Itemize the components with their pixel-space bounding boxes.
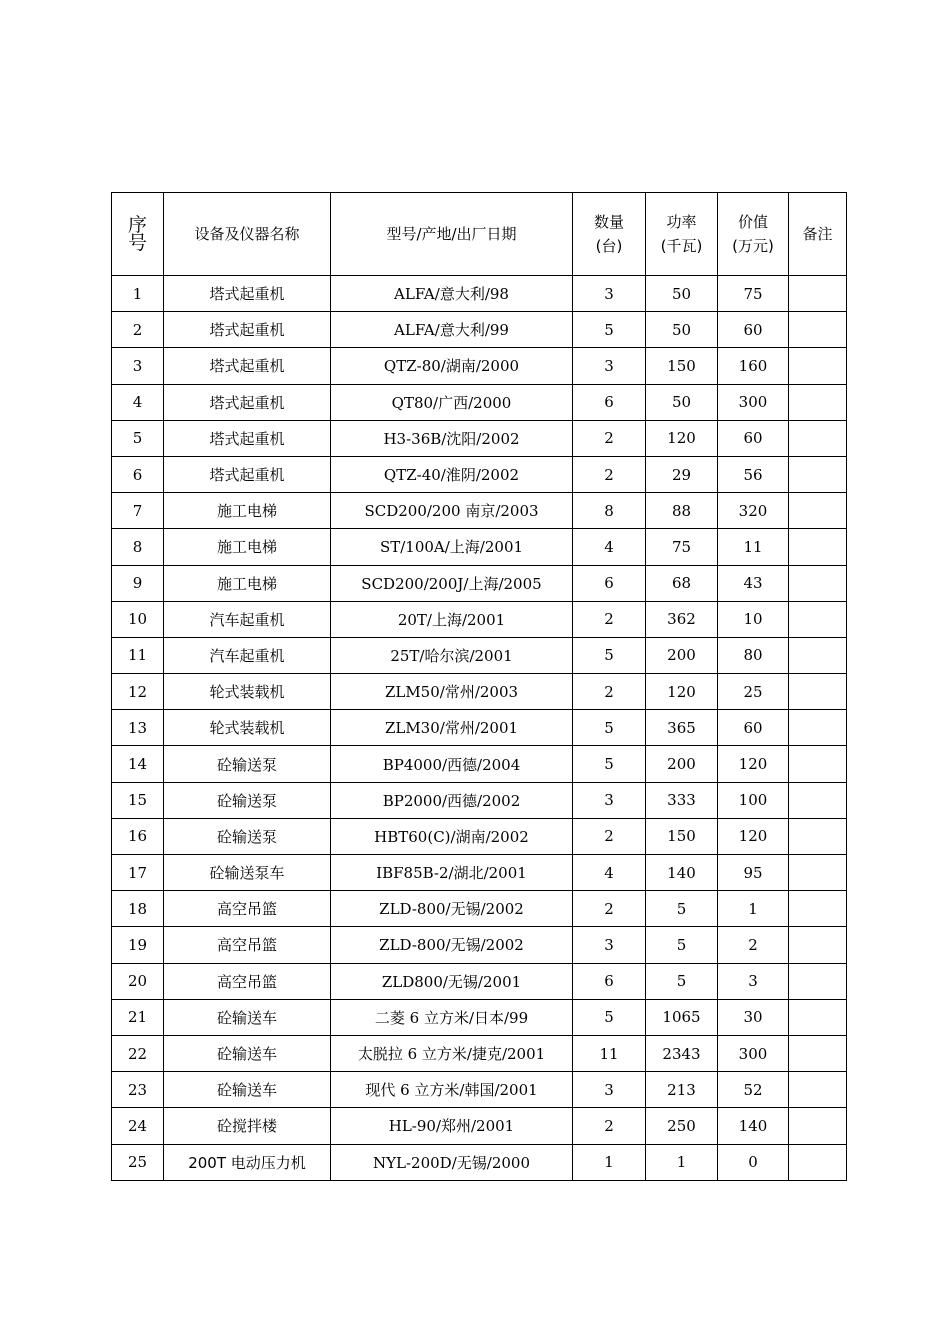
table-row (112, 1072, 847, 1108)
cell-name: 施工电梯 (164, 493, 331, 529)
cell-name: 砼输送泵 (164, 782, 331, 818)
header-value-line1: 价值 (737, 213, 768, 231)
cell-power: 362 (646, 601, 718, 637)
table-row (112, 1144, 847, 1180)
cell-qty: 5 (573, 312, 646, 348)
table-row (112, 529, 847, 565)
cell-qty: 4 (573, 855, 646, 891)
cell-seq: 8 (112, 529, 164, 565)
cell-model: ALFA/意大利/99 (331, 312, 573, 348)
cell-remark (789, 493, 847, 529)
table-body (112, 276, 847, 1181)
cell-seq: 15 (112, 782, 164, 818)
cell-remark (789, 963, 847, 999)
cell-seq: 5 (112, 420, 164, 456)
cell-model: BP2000/西德/2002 (331, 782, 573, 818)
cell-qty: 2 (573, 818, 646, 854)
cell-power: 150 (646, 818, 718, 854)
cell-power: 68 (646, 565, 718, 601)
cell-name: 塔式起重机 (164, 384, 331, 420)
table-row (112, 999, 847, 1035)
cell-power: 5 (646, 927, 718, 963)
cell-value: 60 (718, 420, 789, 456)
cell-qty: 8 (573, 493, 646, 529)
cell-power: 29 (646, 456, 718, 492)
cell-name: 塔式起重机 (164, 456, 331, 492)
cell-seq: 22 (112, 1035, 164, 1071)
cell-remark (789, 1108, 847, 1144)
table-row (112, 710, 847, 746)
cell-qty: 4 (573, 529, 646, 565)
cell-power: 365 (646, 710, 718, 746)
cell-qty: 6 (573, 565, 646, 601)
header-power-line2: (千瓦) (660, 237, 703, 255)
cell-seq: 10 (112, 601, 164, 637)
header-seq (112, 193, 164, 276)
cell-model: HL-90/郑州/2001 (331, 1108, 573, 1144)
cell-name: 塔式起重机 (164, 312, 331, 348)
table-row (112, 746, 847, 782)
cell-qty: 5 (573, 999, 646, 1035)
cell-remark (789, 348, 847, 384)
cell-value: 2 (718, 927, 789, 963)
table-row (112, 1035, 847, 1071)
cell-qty: 2 (573, 891, 646, 927)
cell-qty: 3 (573, 348, 646, 384)
cell-value: 10 (718, 601, 789, 637)
cell-name: 砼输送车 (164, 999, 331, 1035)
header-model: 型号/产地/出厂日期 (331, 193, 573, 276)
cell-name: 汽车起重机 (164, 601, 331, 637)
cell-value: 60 (718, 312, 789, 348)
cell-qty: 3 (573, 782, 646, 818)
cell-name: 砼输送车 (164, 1072, 331, 1108)
cell-seq: 9 (112, 565, 164, 601)
cell-remark (789, 420, 847, 456)
cell-remark (789, 1072, 847, 1108)
header-seq-line1: 序 (127, 214, 147, 236)
cell-seq: 6 (112, 456, 164, 492)
cell-seq: 17 (112, 855, 164, 891)
cell-power: 2343 (646, 1035, 718, 1071)
cell-power: 140 (646, 855, 718, 891)
cell-remark (789, 782, 847, 818)
cell-power: 1065 (646, 999, 718, 1035)
cell-name: 砼输送车 (164, 1035, 331, 1071)
cell-seq: 12 (112, 674, 164, 710)
table-row (112, 312, 847, 348)
cell-power: 50 (646, 312, 718, 348)
cell-model: SCD200/200 南京/2003 (331, 493, 573, 529)
cell-remark (789, 710, 847, 746)
cell-model: HBT60(C)/湖南/2002 (331, 818, 573, 854)
cell-power: 75 (646, 529, 718, 565)
cell-value: 300 (718, 1035, 789, 1071)
cell-remark (789, 1035, 847, 1071)
cell-model: ST/100A/上海/2001 (331, 529, 573, 565)
cell-value: 3 (718, 963, 789, 999)
cell-model: 二菱 6 立方米/日本/99 (331, 999, 573, 1035)
cell-seq: 20 (112, 963, 164, 999)
cell-seq: 24 (112, 1108, 164, 1144)
cell-seq: 21 (112, 999, 164, 1035)
cell-value: 43 (718, 565, 789, 601)
cell-power: 120 (646, 420, 718, 456)
cell-seq: 2 (112, 312, 164, 348)
cell-value: 75 (718, 276, 789, 312)
header-seq-line2: 号 (127, 232, 147, 254)
cell-name: 塔式起重机 (164, 348, 331, 384)
table-row (112, 1108, 847, 1144)
table-row (112, 891, 847, 927)
table-row (112, 927, 847, 963)
cell-model: 现代 6 立方米/韩国/2001 (331, 1072, 573, 1108)
cell-power: 5 (646, 891, 718, 927)
cell-seq: 23 (112, 1072, 164, 1108)
cell-remark (789, 529, 847, 565)
cell-model: IBF85B-2/湖北/2001 (331, 855, 573, 891)
cell-model: ZLM30/常州/2001 (331, 710, 573, 746)
cell-name: 高空吊篮 (164, 963, 331, 999)
cell-qty: 6 (573, 963, 646, 999)
cell-value: 120 (718, 818, 789, 854)
cell-qty: 2 (573, 456, 646, 492)
cell-remark (789, 276, 847, 312)
cell-value: 100 (718, 782, 789, 818)
cell-power: 213 (646, 1072, 718, 1108)
header-power (646, 193, 718, 276)
cell-model: NYL-200D/无锡/2000 (331, 1144, 573, 1180)
cell-value: 25 (718, 674, 789, 710)
table-row (112, 818, 847, 854)
cell-remark (789, 384, 847, 420)
cell-value: 56 (718, 456, 789, 492)
header-row (112, 193, 847, 276)
cell-power: 1 (646, 1144, 718, 1180)
cell-name: 施工电梯 (164, 529, 331, 565)
cell-power: 200 (646, 746, 718, 782)
cell-value: 95 (718, 855, 789, 891)
cell-power: 50 (646, 384, 718, 420)
cell-power: 150 (646, 348, 718, 384)
cell-model: QTZ-40/淮阴/2002 (331, 456, 573, 492)
cell-model: QT80/广西/2000 (331, 384, 573, 420)
cell-name: 轮式装载机 (164, 674, 331, 710)
cell-model: H3-36B/沈阳/2002 (331, 420, 573, 456)
cell-remark (789, 601, 847, 637)
cell-remark (789, 1144, 847, 1180)
cell-qty: 3 (573, 1072, 646, 1108)
cell-power: 333 (646, 782, 718, 818)
cell-seq: 19 (112, 927, 164, 963)
cell-qty: 3 (573, 276, 646, 312)
cell-remark (789, 818, 847, 854)
cell-power: 50 (646, 276, 718, 312)
cell-power: 120 (646, 674, 718, 710)
cell-seq: 4 (112, 384, 164, 420)
cell-qty: 2 (573, 1108, 646, 1144)
cell-seq: 13 (112, 710, 164, 746)
cell-remark (789, 891, 847, 927)
cell-model: BP4000/西德/2004 (331, 746, 573, 782)
cell-qty: 5 (573, 710, 646, 746)
cell-name: 砼输送泵车 (164, 855, 331, 891)
cell-remark (789, 927, 847, 963)
cell-remark (789, 746, 847, 782)
header-remark: 备注 (789, 193, 847, 276)
header-qty (573, 193, 646, 276)
cell-qty: 1 (573, 1144, 646, 1180)
cell-seq: 25 (112, 1144, 164, 1180)
cell-model: 20T/上海/2001 (331, 601, 573, 637)
cell-model: SCD200/200J/上海/2005 (331, 565, 573, 601)
cell-value: 52 (718, 1072, 789, 1108)
table-row (112, 420, 847, 456)
cell-remark (789, 456, 847, 492)
cell-qty: 5 (573, 746, 646, 782)
cell-name: 塔式起重机 (164, 420, 331, 456)
cell-qty: 6 (573, 384, 646, 420)
cell-model: 太脱拉 6 立方米/捷克/2001 (331, 1035, 573, 1071)
cell-name: 汽车起重机 (164, 637, 331, 673)
cell-name: 塔式起重机 (164, 276, 331, 312)
table-row (112, 637, 847, 673)
table-row (112, 384, 847, 420)
cell-seq: 18 (112, 891, 164, 927)
cell-name: 砼输送泵 (164, 818, 331, 854)
cell-remark (789, 674, 847, 710)
cell-model: ZLM50/常州/2003 (331, 674, 573, 710)
table-row (112, 348, 847, 384)
table-row (112, 493, 847, 529)
cell-qty: 3 (573, 927, 646, 963)
cell-name: 高空吊篮 (164, 891, 331, 927)
cell-power: 200 (646, 637, 718, 673)
cell-value: 11 (718, 529, 789, 565)
cell-remark (789, 565, 847, 601)
table-row (112, 276, 847, 312)
cell-value: 320 (718, 493, 789, 529)
cell-remark (789, 312, 847, 348)
cell-seq: 1 (112, 276, 164, 312)
cell-value: 300 (718, 384, 789, 420)
equipment-table (111, 192, 847, 1181)
cell-name: 200T 电动压力机 (164, 1144, 331, 1180)
cell-qty: 2 (573, 601, 646, 637)
cell-qty: 11 (573, 1035, 646, 1071)
header-name: 设备及仪器名称 (164, 193, 331, 276)
cell-value: 80 (718, 637, 789, 673)
cell-value: 120 (718, 746, 789, 782)
table-row (112, 855, 847, 891)
cell-value: 30 (718, 999, 789, 1035)
cell-name: 砼输送泵 (164, 746, 331, 782)
cell-seq: 3 (112, 348, 164, 384)
cell-model: ZLD-800/无锡/2002 (331, 927, 573, 963)
cell-qty: 2 (573, 420, 646, 456)
cell-remark (789, 999, 847, 1035)
table-row (112, 601, 847, 637)
table-row (112, 963, 847, 999)
cell-value: 1 (718, 891, 789, 927)
table-row (112, 782, 847, 818)
table-row (112, 565, 847, 601)
cell-value: 0 (718, 1144, 789, 1180)
table-header (112, 193, 847, 276)
table-row (112, 674, 847, 710)
cell-model: QTZ-80/湖南/2000 (331, 348, 573, 384)
cell-value: 60 (718, 710, 789, 746)
header-qty-line2: (台) (595, 237, 623, 255)
header-value-line2: (万元) (732, 237, 774, 255)
cell-name: 高空吊篮 (164, 927, 331, 963)
cell-qty: 5 (573, 637, 646, 673)
cell-remark (789, 637, 847, 673)
cell-remark (789, 855, 847, 891)
cell-seq: 7 (112, 493, 164, 529)
cell-value: 140 (718, 1108, 789, 1144)
header-power-line1: 功率 (666, 213, 697, 231)
cell-name: 轮式装载机 (164, 710, 331, 746)
cell-model: ALFA/意大利/98 (331, 276, 573, 312)
cell-value: 160 (718, 348, 789, 384)
cell-model: ZLD800/无锡/2001 (331, 963, 573, 999)
cell-model: 25T/哈尔滨/2001 (331, 637, 573, 673)
cell-model: ZLD-800/无锡/2002 (331, 891, 573, 927)
cell-name: 施工电梯 (164, 565, 331, 601)
cell-seq: 16 (112, 818, 164, 854)
cell-seq: 11 (112, 637, 164, 673)
cell-power: 88 (646, 493, 718, 529)
cell-power: 5 (646, 963, 718, 999)
cell-qty: 2 (573, 674, 646, 710)
table-row (112, 456, 847, 492)
cell-seq: 14 (112, 746, 164, 782)
cell-name: 砼搅拌楼 (164, 1108, 331, 1144)
header-qty-line1: 数量 (593, 213, 624, 231)
header-value (718, 193, 789, 276)
cell-power: 250 (646, 1108, 718, 1144)
